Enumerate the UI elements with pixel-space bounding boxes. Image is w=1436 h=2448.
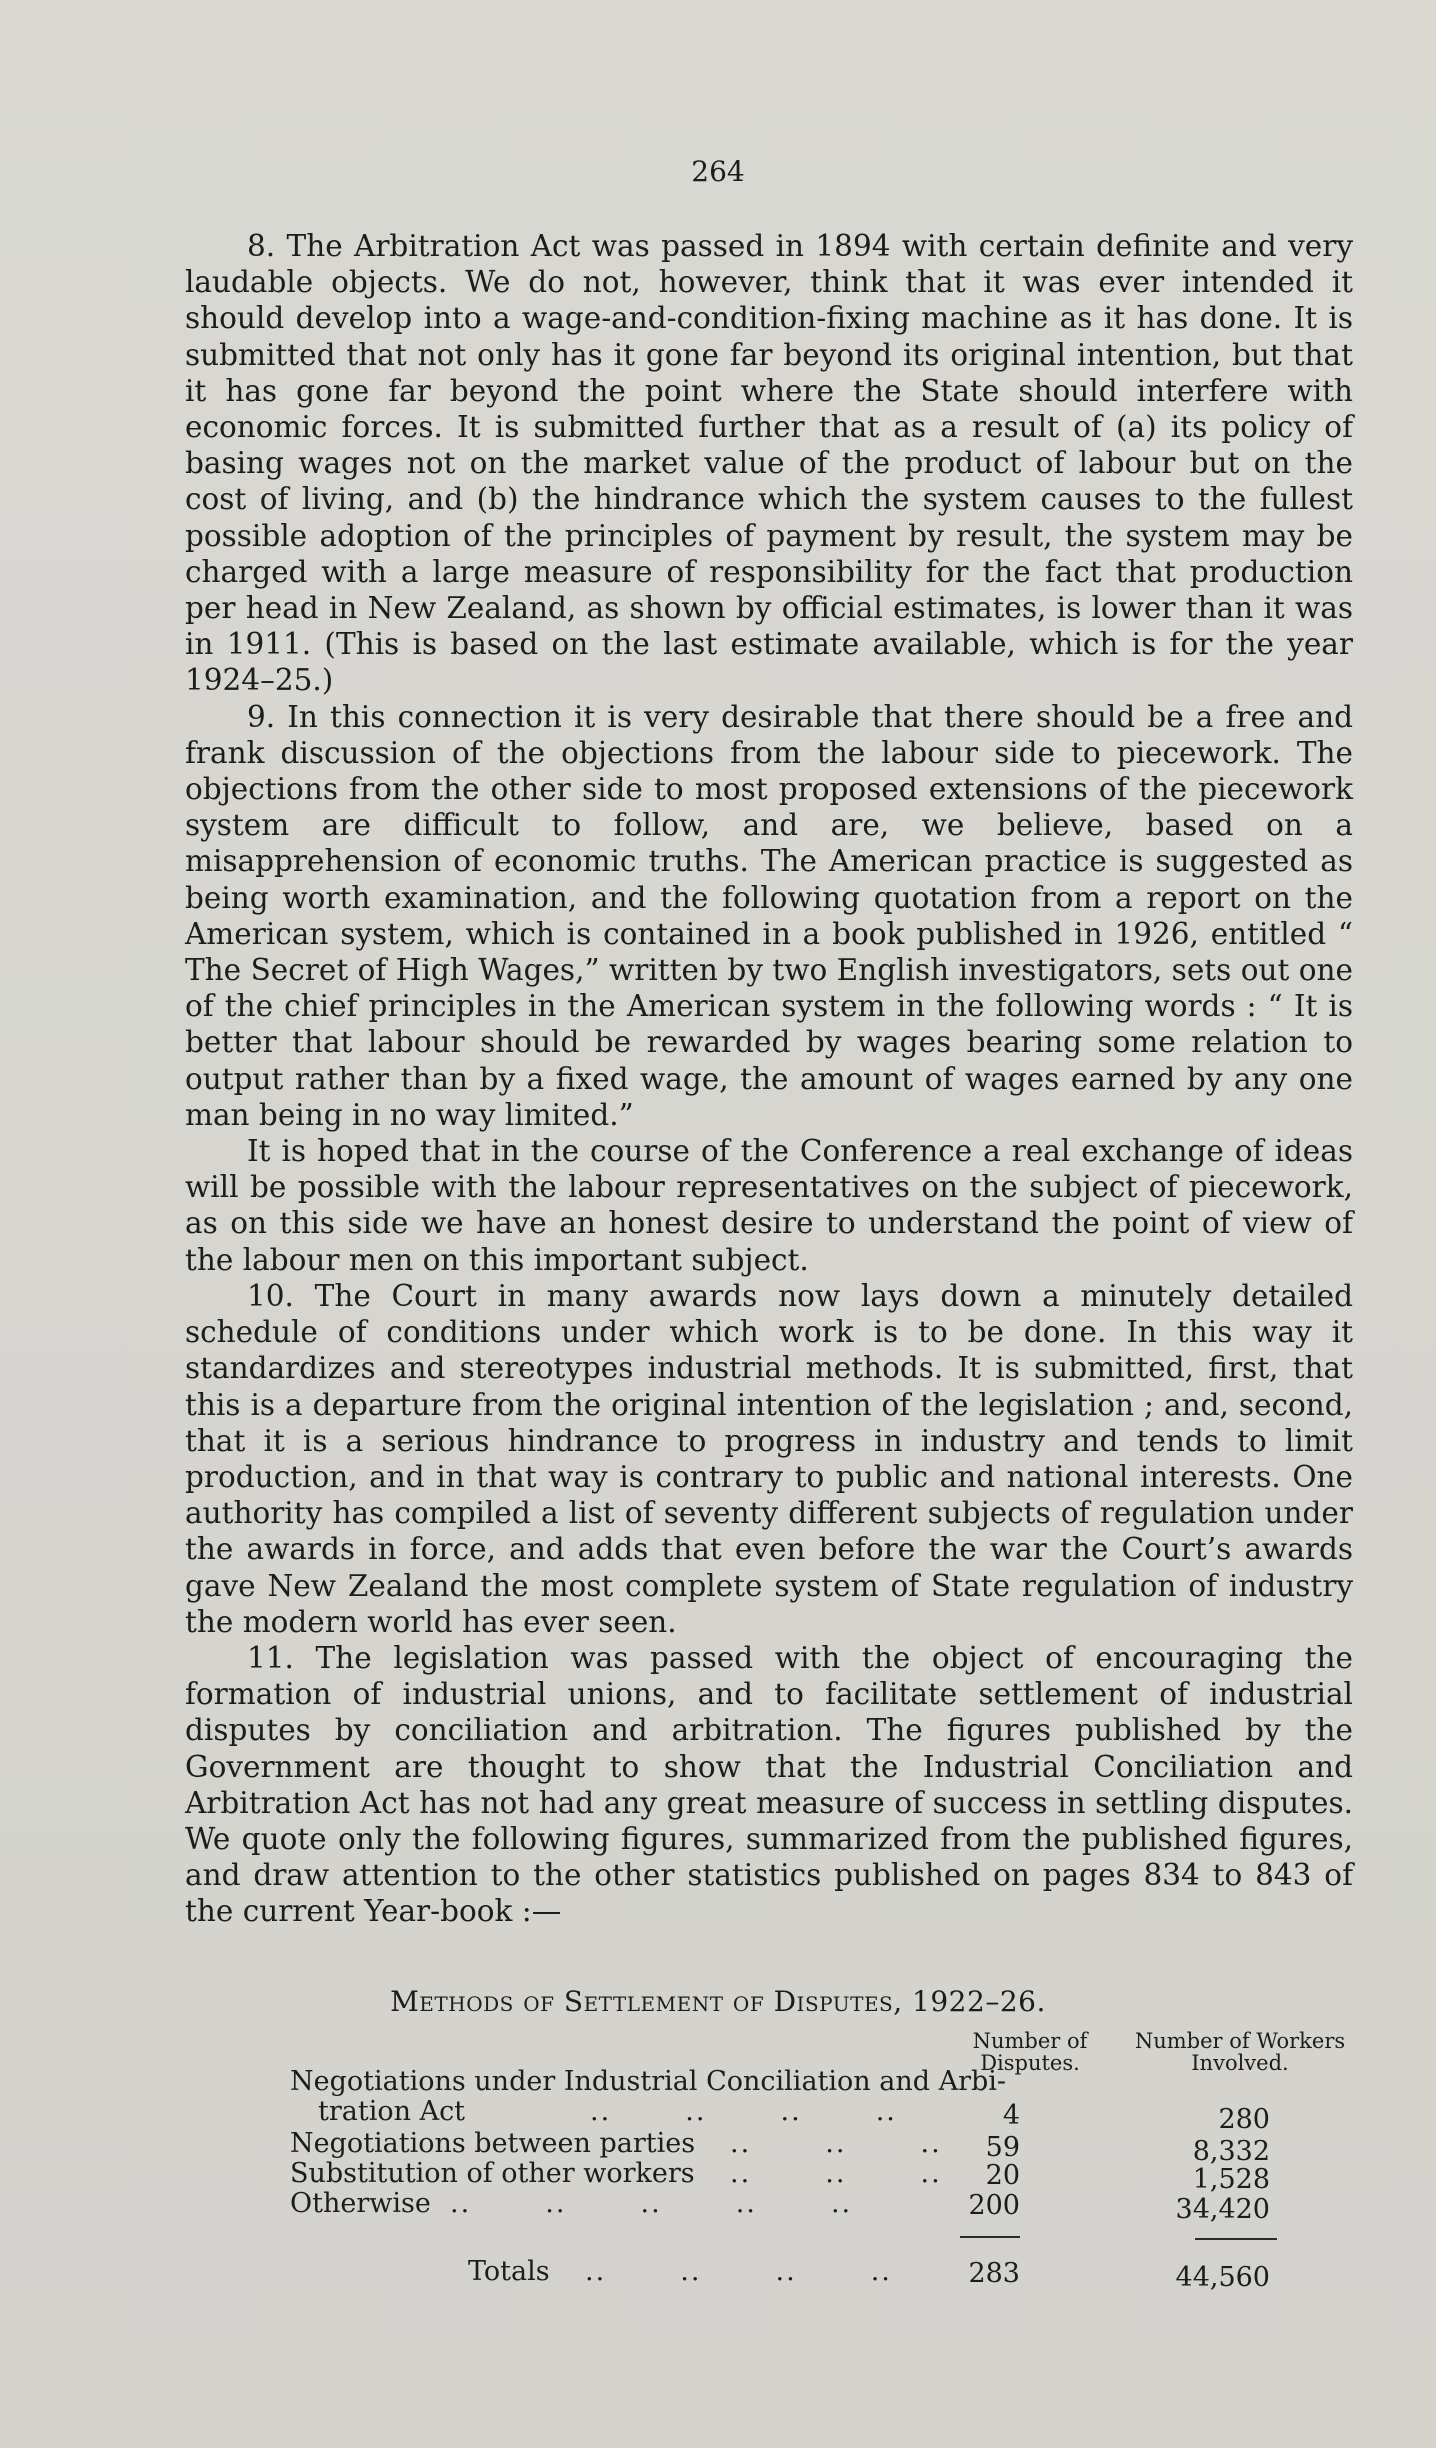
totals-label: Totals (468, 2256, 550, 2287)
column-header-workers: Number of Workers Involved. (1134, 2029, 1346, 2075)
row-label: Otherwise (290, 2188, 431, 2219)
totals-disputes: 283 (968, 2258, 1020, 2289)
paragraph-8: 8. The Arbitration Act was passed in 1894 with certain definite and very laudable objects. We do not, however, think that it was ever intended it should develop into a wage-and-condition-fixing machine as it has done. It is submitted that not only has it gone far beyond its original intention, but that it has gone far beyond the point where the State should interfere with economic forces. It is submitted further that as a result of (a) its policy of basing wages not on the market value of the product of labour but on the cost of living, and (b) the hindrance which the system causes to the fullest possible adoption of the principles of payment by result, the system may be charged with a large measure of responsibility for the fact that production per head in New Zealand, as shown by official estimates, is lower than it was in 1911. (This is based on the last estimate available, which is for the year 1924–25.) (185, 229, 1353, 698)
leader-dots: .. .. .. .. (585, 2256, 892, 2287)
paragraph-11: 11. The legislation was passed with the object of encouraging the formation of industrial unions, and to facilitate settlement of industrial disputes by conciliation and arbitration. The figures published by the Government are thought to show that the Industrial Conciliation and Arbitration Act has not had any great measure of success in settling disputes. We quote only the following figures, summarized from the published figures, and draw attention to the other statistics published on pages 834 to 843 of the current Year-book :— (185, 1640, 1353, 1929)
paragraph-9-continued: It is hoped that in the course of the Conference a real exchange of ideas will be possible with the labour representatives on the subject of piecework, as on this side we have an honest desire to understand the point of view of the labour men on this important subject. (185, 1134, 1353, 1277)
disputes-value: 59 (985, 2132, 1020, 2163)
paragraph-10: 10. The Court in many awards now lays down a minutely detailed schedule of conditions under which work is to be done. In this way it standardizes and stereotypes industrial methods. It is submitted, first, that this is a departure from the original intention of the legislation ; and, second, that it is a serious hindrance to progress in industry and tends to limit production, and in that way is contrary to public and national interests. One authority has compiled a list of seventy different subjects of regulation under the awards in force, and adds that even before the war the Court’s awards gave New Zealand the most complete system of State regulation of industry the modern world has ever seen. (185, 1278, 1353, 1639)
leader-dots: .. .. .. (730, 2158, 942, 2189)
disputes-value: 4 (1002, 2100, 1020, 2131)
table-row (290, 2096, 1350, 2135)
row-label: Negotiations under Industrial Conciliation and Arbi- (290, 2066, 1007, 2097)
leader-dots: .. .. .. .. (590, 2096, 897, 2127)
leader-dots: .. .. .. .. .. (450, 2188, 853, 2219)
workers-value: 8,332 (1192, 2136, 1270, 2167)
totals-workers: 44,560 (1175, 2262, 1270, 2293)
table-row (290, 2128, 1350, 2167)
table-row (290, 2066, 1350, 2098)
disputes-value: 200 (968, 2190, 1020, 2221)
workers-value: 1,528 (1192, 2164, 1270, 2195)
row-label: Negotiations between parties (290, 2128, 696, 2159)
workers-value: 34,420 (1175, 2194, 1270, 2225)
total-rule-disputes (960, 2236, 1020, 2238)
page-number: 264 (691, 155, 745, 188)
column-header-disputes: Number of Disputes. (972, 2029, 1088, 2075)
table-row (290, 2158, 1350, 2195)
disputes-value: 20 (985, 2160, 1020, 2191)
leader-dots: .. .. .. (730, 2128, 942, 2159)
total-rule-workers (1195, 2238, 1277, 2240)
table-row (290, 2188, 1350, 2225)
row-label: Substitution of other workers (290, 2158, 695, 2189)
paragraph-9: 9. In this connection it is very desirable that there should be a free and frank discussion of the objections from the labour side to piecework. The objections from the other side to most proposed extensions of the piecework system are difficult to follow, and are, we believe, based on a misapprehension of economic truths. The American practice is suggested as being worth examination, and the following quotation from a report on the American system, which is contained in a book published in 1926, entitled “ The Secret of High Wages,” written by two English investigators, sets out one of the chief principles in the American system in the following words : “ It is better that labour should be rewarded by wages bearing some relation to output rather than by a fixed wage, the amount of wages earned by any one man being in no way limited.” (185, 699, 1353, 1132)
workers-value: 280 (1218, 2104, 1270, 2135)
table-title: Methods of Settlement of Disputes, 1922–26. (390, 1985, 1046, 2018)
row-label: tration Act (318, 2096, 466, 2127)
totals-row (290, 2256, 1350, 2293)
body-text (185, 228, 1353, 1930)
